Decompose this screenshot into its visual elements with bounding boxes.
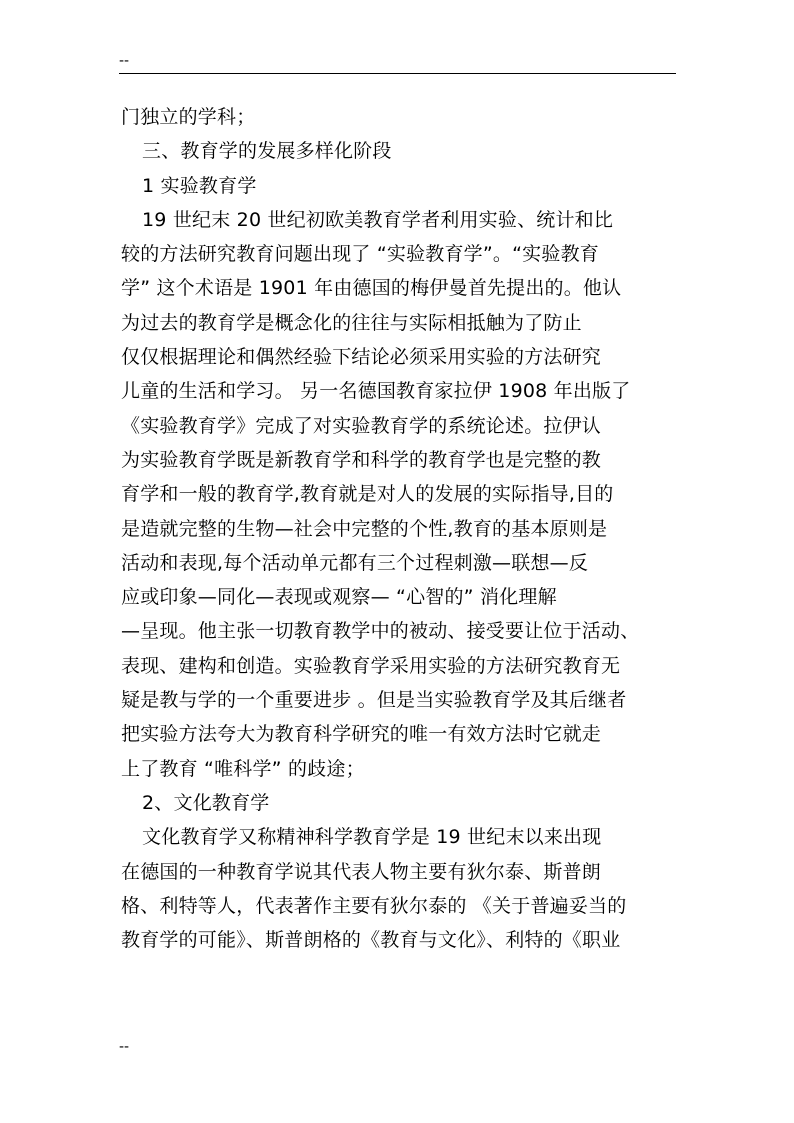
- text-line: 儿童的生活和学习。 另一名德国教育家拉伊 1908 年出版了: [121, 380, 631, 403]
- text-line: 仅仅根据理论和偶然经验下结论必须采用实验的方法研究: [121, 346, 602, 369]
- text-line: —呈现。他主张一切教育教学中的被动、接受要让位于活动、: [121, 620, 640, 643]
- text-line: 格、利特等人，代表著作主要有狄尔泰的 《关于普遍妥当的: [121, 894, 627, 917]
- text-line: 文化教育学又称精神科学教育学是 19 世纪末以来出现: [142, 826, 602, 849]
- text-line: 把实验方法夸大为教育科学研究的唯一有效方法时它就走: [121, 723, 602, 746]
- text-line: 表现、建构和创造。实验教育学采用实验的方法研究教育无: [121, 654, 621, 677]
- text-line: 三、教育学的发展多样化阶段: [142, 140, 392, 163]
- text-line: 应或印象—同化—表现或观察— “心智的” 消化理解: [121, 586, 557, 609]
- footer-mark: --: [119, 1039, 130, 1055]
- text-line: 上了教育 “唯科学” 的歧途；: [121, 757, 365, 780]
- document-body: [121, 100, 678, 957]
- text-line: 《实验教育学》完成了对实验教育学的系统论述。拉伊认: [121, 414, 602, 437]
- text-line: 育学和一般的教育学,教育就是对人的发展的实际指导,目的: [121, 483, 614, 506]
- text-line: 在德国的一种教育学说其代表人物主要有狄尔泰、斯普朗: [121, 860, 602, 883]
- text-line: 1 实验教育学: [142, 174, 257, 197]
- text-line: 是造就完整的生物—社会中完整的个性,教育的基本原则是: [121, 517, 608, 540]
- text-line: 活动和表现,每个活动单元都有三个过程刺激—联想—反: [121, 551, 589, 574]
- text-line: 2、文化教育学: [142, 791, 270, 814]
- text-line: 为实验教育学既是新教育学和科学的教育学也是完整的教: [121, 448, 602, 471]
- text-line: 门独立的学科；: [121, 106, 256, 128]
- header-mark: --: [119, 53, 130, 69]
- text-line: 学” 这个术语是 1901 年由德国的梅伊曼首先提出的。他认: [121, 277, 622, 300]
- text-line: 教育学的可能》、斯普朗格的《教育与文化》、利特的《职业: [121, 929, 621, 952]
- text-line: 19 世纪末 20 世纪初欧美教育学者利用实验、统计和比: [142, 208, 614, 231]
- text-line: 疑是教与学的一个重要进步 。但是当实验教育学及其后继者: [121, 689, 627, 712]
- text-line: 较的方法研究教育问题出现了 “实验教育学”。“实验教育: [121, 243, 599, 266]
- header-rule: [119, 73, 676, 74]
- text-line: 为过去的教育学是概念化的往往与实际相抵触为了防止: [121, 311, 582, 334]
